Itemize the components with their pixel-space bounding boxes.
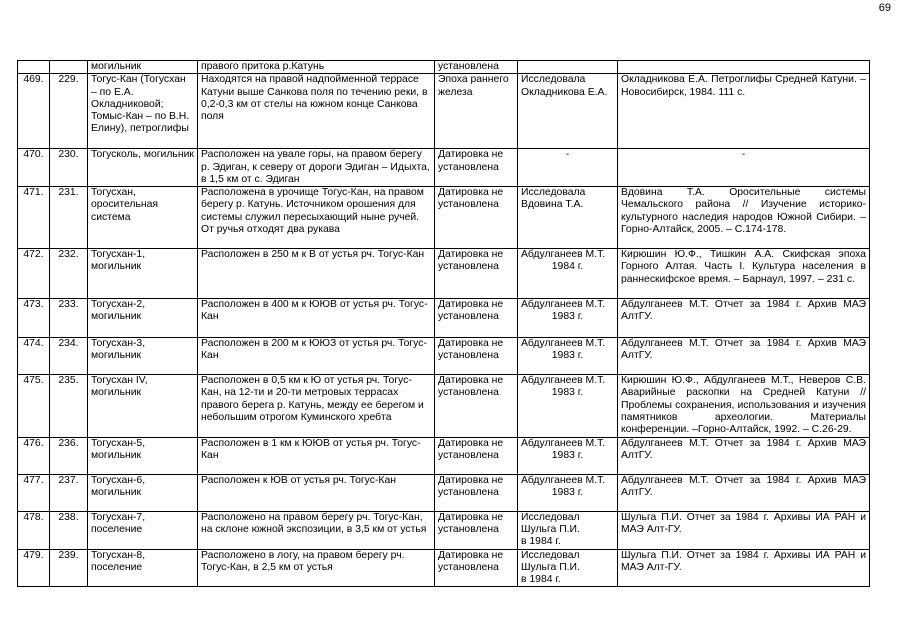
researcher-year: 1983 г. bbox=[551, 486, 584, 498]
cell-location: Расположена в урочище Тогус-Кан, на правом берегу р. Катунь. Источником орошения для системы служил пересыхающий ныне ручей. От ручья отходят два рукава bbox=[198, 187, 435, 249]
cell-literature: Абдулганеев М.Т. Отчет за 1984 г. Архив МАЭ АлтГУ. bbox=[618, 299, 870, 338]
cell-location: Расположен в 0,5 км к Ю от устья рч. Тогус-Кан, на 12-ти и 20-ти метровых террасах правого берега р. Катунь, между ее берегом и небольшим отрогом Куминского хребта bbox=[198, 375, 435, 437]
page-number: 69 bbox=[878, 2, 891, 14]
cell-location: правого притока р.Катунь bbox=[198, 61, 435, 74]
researcher-text: Исследовал Шульга П.И. bbox=[521, 549, 580, 573]
cell-name: могильник bbox=[88, 61, 198, 74]
cell-no: 478. bbox=[18, 511, 50, 549]
cell-literature: Абдулганеев М.Т. Отчет за 1984 г. Архив МАЭ АлтГУ. bbox=[618, 474, 870, 511]
cell-name: Тогусхан-3, могильник bbox=[88, 338, 198, 375]
cell-dating: Датировка не установлена bbox=[435, 549, 518, 587]
cell-name: Тогус-Кан (Тогусхан – по Е.А. Окладниковой; Томыс-Кан – по В.Н. Елину), петроглифы bbox=[88, 74, 198, 149]
cell-local-no: 229. bbox=[50, 74, 88, 149]
table-row bbox=[18, 511, 870, 549]
researcher-text: - bbox=[565, 149, 570, 161]
cell-literature: Кирюшин Ю.Ф., Тишкин А.А. Скифская эпоха Горного Алтая. Часть I. Культура населения в раннескифское время. – Барнаул, 1997. – 231 с. bbox=[618, 249, 870, 299]
cell-researcher bbox=[518, 549, 618, 587]
table-row bbox=[18, 249, 870, 299]
researcher-text: Исследовала Окладникова Е.А. bbox=[521, 74, 608, 98]
cell-name: Тогусколь, могильник bbox=[88, 149, 198, 187]
cell-location: Расположено на правом берегу рч. Тогус-Кан, на склоне южной экспозиции, в 3,5 км от устья bbox=[198, 511, 435, 549]
cell-dating: Датировка не установлена bbox=[435, 149, 518, 187]
cell-local-no: 235. bbox=[50, 375, 88, 437]
cell-no: 472. bbox=[18, 249, 50, 299]
cell-location: Расположен в 250 м к В от устья рч. Тогус-Кан bbox=[198, 249, 435, 299]
cell-researcher bbox=[518, 61, 618, 74]
cell-dating: Датировка не установлена bbox=[435, 437, 518, 474]
researcher-year: в 1984 г. bbox=[521, 536, 561, 548]
cell-literature: Вдовина Т.А. Оросительные системы Чемальского района // Изучение историко-культурного наследия народов Южной Сибири. – Горно-Алтайск, 2005. – С.174-178. bbox=[618, 187, 870, 249]
table-row-continuation bbox=[18, 61, 870, 74]
cell-local-no: 239. bbox=[50, 549, 88, 587]
researcher-text: Абдулганеев М.Т. bbox=[521, 437, 606, 449]
researcher-year: 1984 г. bbox=[551, 261, 584, 273]
cell-local-no bbox=[50, 61, 88, 74]
cell-literature: Шульга П.И. Отчет за 1984 г. Архивы ИА РАН и МАЭ Алт-ГУ. bbox=[618, 511, 870, 549]
cell-name: Тогусхан, оросительная система bbox=[88, 187, 198, 249]
cell-local-no: 238. bbox=[50, 511, 88, 549]
cell-location: Находятся на правой надпойменной террасе Катуни выше Санкова поля по течению реки, в 0,2-0,3 км от стелы на южном конце Санкова поля bbox=[198, 74, 435, 149]
researcher-text: Исследовал Шульга П.И. bbox=[521, 511, 580, 535]
cell-dating: Датировка не установлена bbox=[435, 474, 518, 511]
cell-dating: Датировка не установлена bbox=[435, 338, 518, 375]
cell-researcher bbox=[518, 187, 618, 249]
cell-no bbox=[18, 61, 50, 74]
cell-researcher bbox=[518, 474, 618, 511]
cell-literature: Абдулганеев М.Т. Отчет за 1984 г. Архив МАЭ АлтГУ. bbox=[618, 338, 870, 375]
cell-literature bbox=[618, 61, 870, 74]
researcher-text: Исследовала Вдовина Т.А. bbox=[521, 187, 586, 211]
cell-literature: - bbox=[618, 149, 870, 187]
cell-researcher bbox=[518, 511, 618, 549]
cell-local-no: 237. bbox=[50, 474, 88, 511]
researcher-text: Абдулганеев М.Т. bbox=[521, 299, 606, 311]
cell-literature: Абдулганеев М.Т. Отчет за 1984 г. Архив МАЭ АлтГУ. bbox=[618, 437, 870, 474]
cell-local-no: 231. bbox=[50, 187, 88, 249]
cell-dating: Датировка не установлена bbox=[435, 375, 518, 437]
cell-name: Тогусхан-7, поселение bbox=[88, 511, 198, 549]
cell-literature: Шульга П.И. Отчет за 1984 г. Архивы ИА РАН и МАЭ Алт-ГУ. bbox=[618, 549, 870, 587]
table-row bbox=[18, 375, 870, 437]
researcher-year: 1983 г. bbox=[551, 350, 584, 362]
table-row bbox=[18, 338, 870, 375]
cell-local-no: 236. bbox=[50, 437, 88, 474]
cell-no: 470. bbox=[18, 149, 50, 187]
cell-name: Тогусхан IV, могильник bbox=[88, 375, 198, 437]
cell-no: 469. bbox=[18, 74, 50, 149]
cell-dating: Датировка не установлена bbox=[435, 511, 518, 549]
cell-location: Расположен на увале горы, на правом берегу р. Эдиган, к северу от дороги Эдиган – Идыхта, в 1,5 км от с. Эдиган bbox=[198, 149, 435, 187]
researcher-text: Абдулганеев М.Т. bbox=[521, 249, 606, 261]
cell-researcher bbox=[518, 299, 618, 338]
monuments-table bbox=[17, 60, 870, 587]
table-row bbox=[18, 549, 870, 587]
cell-researcher bbox=[518, 249, 618, 299]
cell-researcher bbox=[518, 375, 618, 437]
researcher-text: Абдулганеев М.Т. bbox=[521, 375, 606, 387]
cell-no: 474. bbox=[18, 338, 50, 375]
cell-dating: Датировка не установлена bbox=[435, 249, 518, 299]
cell-literature: Окладникова Е.А. Петроглифы Средней Катуни. –Новосибирск, 1984. 111 с. bbox=[618, 74, 870, 149]
cell-location: Расположен в 1 км к ЮЮВ от устья рч. Тогус-Кан bbox=[198, 437, 435, 474]
cell-researcher bbox=[518, 338, 618, 375]
cell-name: Тогусхан-2, могильник bbox=[88, 299, 198, 338]
table-row bbox=[18, 299, 870, 338]
cell-local-no: 233. bbox=[50, 299, 88, 338]
cell-dating: Эпоха раннего железа bbox=[435, 74, 518, 149]
researcher-year: 1983 г. bbox=[551, 387, 584, 399]
cell-no: 476. bbox=[18, 437, 50, 474]
cell-local-no: 234. bbox=[50, 338, 88, 375]
table-row bbox=[18, 437, 870, 474]
cell-no: 475. bbox=[18, 375, 50, 437]
cell-local-no: 232. bbox=[50, 249, 88, 299]
researcher-year: в 1984 г. bbox=[521, 574, 561, 586]
cell-name: Тогусхан-6, могильник bbox=[88, 474, 198, 511]
cell-location: Расположен в 400 м к ЮЮВ от устья рч. Тогус-Кан bbox=[198, 299, 435, 338]
table-row bbox=[18, 74, 870, 149]
cell-local-no: 230. bbox=[50, 149, 88, 187]
researcher-text: Абдулганеев М.Т. bbox=[521, 338, 606, 350]
cell-researcher bbox=[518, 74, 618, 149]
cell-dating: Датировка не установлена bbox=[435, 187, 518, 249]
table-row bbox=[18, 149, 870, 187]
cell-literature: Кирюшин Ю.Ф., Абдулганеев М.Т., Неверов С.В. Аварийные раскопки на Средней Катуни // Проблемы сохранения, использования и изучения памятников археологии. Материалы конференции. –Горно-Алтайск, 1992. – С.26-29. bbox=[618, 375, 870, 437]
cell-location: Расположен к ЮВ от устья рч. Тогус-Кан bbox=[198, 474, 435, 511]
cell-location: Расположено в логу, на правом берегу рч. Тогус-Кан, в 2,5 км от устья bbox=[198, 549, 435, 587]
cell-researcher bbox=[518, 437, 618, 474]
cell-name: Тогусхан-8, поселение bbox=[88, 549, 198, 587]
cell-dating: установлена bbox=[435, 61, 518, 74]
cell-no: 473. bbox=[18, 299, 50, 338]
cell-location: Расположен в 200 м к ЮЮЗ от устья рч. Тогус-Кан bbox=[198, 338, 435, 375]
researcher-year: 1983 г. bbox=[551, 311, 584, 323]
cell-researcher bbox=[518, 149, 618, 187]
researcher-year: 1983 г. bbox=[551, 449, 584, 461]
cell-name: Тогусхан-5, могильник bbox=[88, 437, 198, 474]
cell-name: Тогусхан-1, могильник bbox=[88, 249, 198, 299]
table-row bbox=[18, 187, 870, 249]
cell-no: 477. bbox=[18, 474, 50, 511]
cell-dating: Датировка не установлена bbox=[435, 299, 518, 338]
table-body bbox=[18, 61, 870, 587]
researcher-text: Абдулганеев М.Т. bbox=[521, 474, 606, 486]
cell-no: 479. bbox=[18, 549, 50, 587]
table-row bbox=[18, 474, 870, 511]
cell-no: 471. bbox=[18, 187, 50, 249]
